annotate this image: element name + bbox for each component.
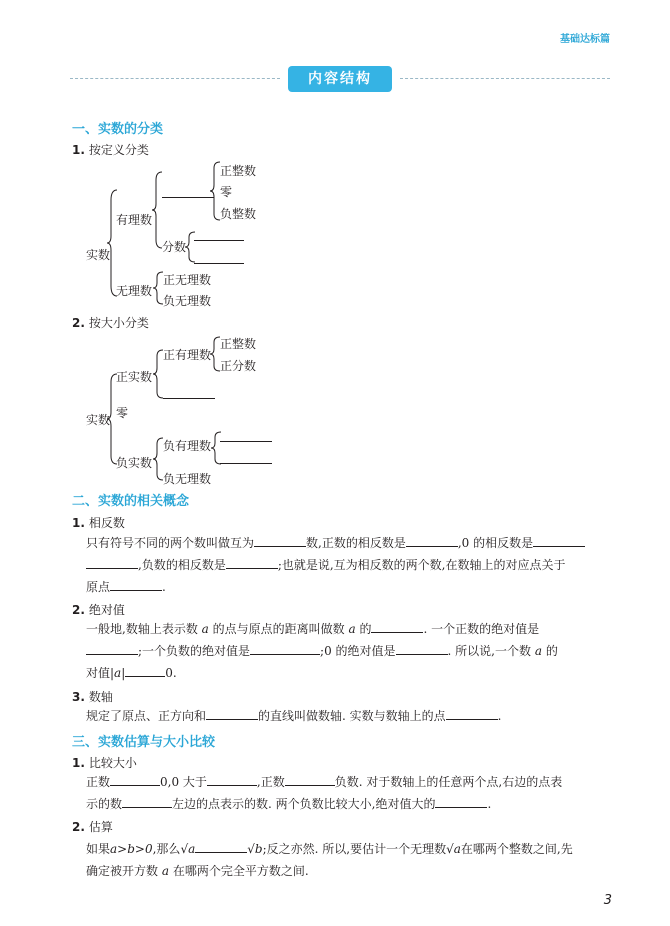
banner-dash-right xyxy=(400,78,610,79)
tree1-integer-pos: 正整数 xyxy=(220,164,257,178)
section1-heading: 一、实数的分类 xyxy=(72,122,164,137)
tree1-irrational: 无理数 xyxy=(116,284,153,298)
tree2-zero: 零 xyxy=(116,406,129,420)
tree1-blank-integer xyxy=(162,197,214,198)
header-tag: 基础达标篇 xyxy=(560,34,610,45)
tree2-neg-irrational: 负无理数 xyxy=(163,472,212,486)
tree2-brace-neg-rational xyxy=(214,432,222,464)
section2-p2: 一般地,数轴上表示数 a 的点与原点的距离叫做数 a 的 . 一个正数的绝对值是 ;一个负数的绝对值是 ;0 的绝对值是 . 所以说,一个数 a 的 对值|a| 0. xyxy=(86,622,558,680)
tree1-zero: 零 xyxy=(220,185,233,199)
section3-p2: 如果a>b>0,那么√a √b;反之亦然. 所以,要估计一个无理数√a在哪两个整数之间,先 确定被开方数 a 在哪两个完全平方数之间. xyxy=(86,842,573,878)
tree2-root: 实数 xyxy=(86,413,111,427)
section1-sub1: 1. 按定义分类 xyxy=(72,143,149,157)
section2-sub1: 1. 相反数 xyxy=(72,516,125,530)
section3-heading: 三、实数估算与大小比较 xyxy=(72,735,216,750)
tree2-pos-integer: 正整数 xyxy=(220,337,257,351)
section3-p1: 正数 0,0 大于 ,正数 负数. 对于数轴上的任意两个点,右边的点表 示的数 左边的点表示的数. 两个负数比较大小,绝对值大的 . xyxy=(86,775,563,811)
section-banner xyxy=(70,66,610,92)
tree1-root: 实数 xyxy=(86,248,111,262)
banner-dash-left xyxy=(70,78,280,79)
tree1-rational: 有理数 xyxy=(116,213,153,227)
tree2-pos-fraction: 正分数 xyxy=(220,359,257,373)
tree2-blank-neg-1 xyxy=(220,441,272,442)
page-number: 3 xyxy=(603,893,612,908)
tree2-neg-real: 负实数 xyxy=(116,456,153,470)
section3-sub2: 2. 估算 xyxy=(72,820,113,834)
tree2-pos-real: 正实数 xyxy=(116,370,153,384)
tree1-irr-neg: 负无理数 xyxy=(163,294,212,308)
section2-p3: 规定了原点、正方向和 的直线叫做数轴. 实数与数轴上的点 . xyxy=(86,709,502,723)
section1-sub2: 2. 按大小分类 xyxy=(72,316,149,330)
tree1-irr-pos: 正无理数 xyxy=(163,273,212,287)
tree1-brace-rational xyxy=(155,172,163,248)
section2-heading: 二、实数的相关概念 xyxy=(72,494,190,509)
tree1-integer-neg: 负整数 xyxy=(220,207,257,221)
section2-sub3: 3. 数轴 xyxy=(72,690,113,704)
section3-sub1: 1. 比较大小 xyxy=(72,756,137,770)
tree1-blank-fraction-1 xyxy=(194,240,244,241)
tree1-brace-root xyxy=(110,190,118,296)
tree1-blank-fraction-2 xyxy=(194,263,244,264)
tree2-blank-neg-2 xyxy=(220,463,272,464)
tree2-pos-rational: 正有理数 xyxy=(163,348,212,362)
section2-sub2: 2. 绝对值 xyxy=(72,603,125,617)
tree2-blank-pos xyxy=(163,398,215,399)
banner-title: 内容结构 xyxy=(288,66,392,92)
tree2-neg-rational: 负有理数 xyxy=(163,439,212,453)
tree1-brace-fraction xyxy=(188,232,196,262)
tree1-fraction: 分数 xyxy=(162,240,187,254)
section2-p1: 只有符号不同的两个数叫做互为 数,正数的相反数是 ,0 的相反数是 ,负数的相反数是 ;也就是说,互为相反数的两个数,在数轴上的对应点关于 原点 . xyxy=(86,532,616,598)
